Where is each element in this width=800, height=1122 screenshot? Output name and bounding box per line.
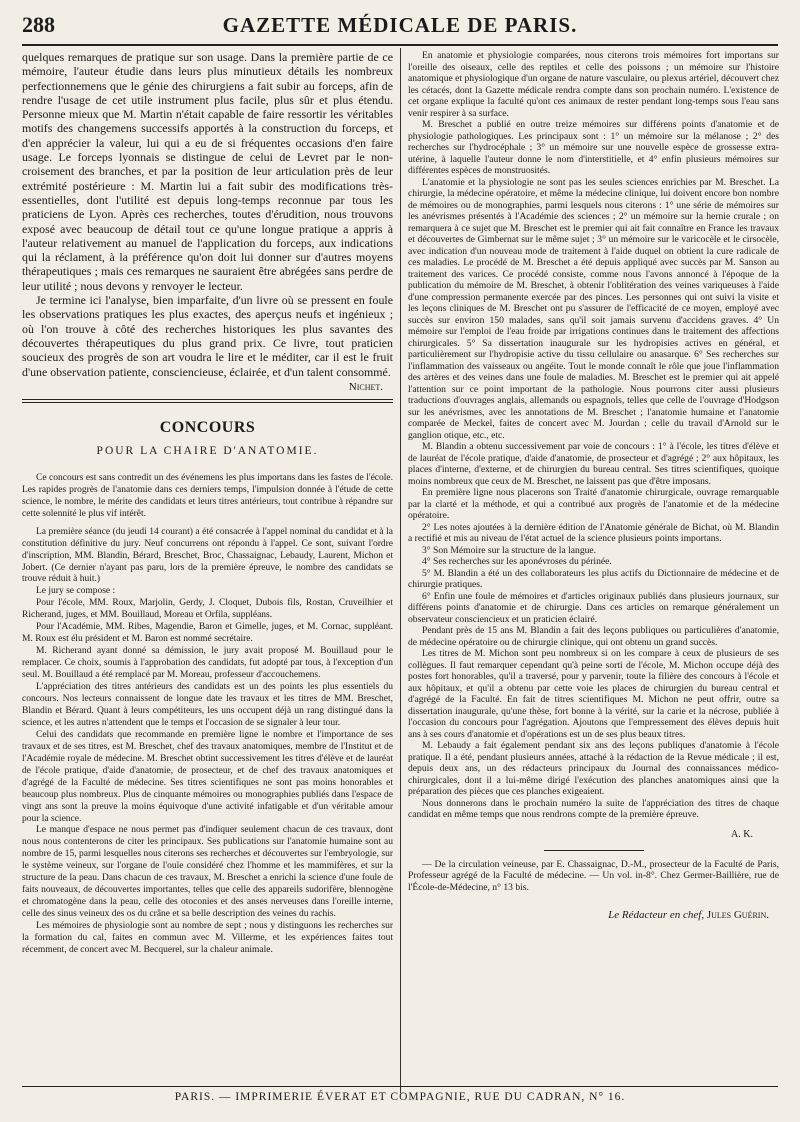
article-paragraph: Nous donnerons dans le prochain numéro la suite de l'appréciation des titres de chaque candidat en même temps que nous rendrons compte de la première épreuve.	[408, 797, 779, 820]
article-paragraph: Le jury se compose :	[36, 586, 116, 597]
article-paragraph: L'anatomie et la physiologie ne sont pas les seules sciences enrichies par M. Breschet. La chirurgie, la médecine opératoire, et même la médecine clinique, lui doivent encore bon nombre de mémoires ou de monographies, parmi lesquels nous citerons : 1° une série de mémoires sur les anévrismes présentés à l'Académie des sciences ; 2° un mémoire sur la hernie crurale ; on remarquera à ce sujet que M. Breschet est le premier qui ait fait connaître en France les travaux et découvertes de Gimbernat sur le même sujet ; 3° un mémoire sur le varicocèle et le cirsocèle, avec indication d'un nouveau mode de traitement à l'aide duquel on obtient la cure radicale de ces maladies. Le procédé de M. Breschet a été depuis appliqué avec succès par M. Sanson au traitement des varices. Ce procédé consiste, comme nous l'avons annoncé à l'époque de la publication du mémoire de M. Breschet, à obtenir l'oblitération des veines variqueuses à l'aide d'une compression permanente exercée par des pinces. Les personnes qui ont suivi la visite et les leçons cliniques de M. Breschet ont pu s'assurer de l'efficacité de ce moyen, employé avec succès sur environ 150 malades, sans qu'il soit jamais survenu d'accidens graves. 4° Un mémoire sur l'emploi de l'eau froide par irrigations continues dans le traitement des affections chirurgicales. 5° Sa dissertation inaugurale sur les hydropisies actives en général, et particulièrement sur l'hydropisie active du tissu cellulaire ou anasarque. 6° Ses recherches sur l'inflammation des vaisseaux ou angéite. Tout le monde connaît le rôle que joue l'inflammation des artères et des veines dans une foule de maladies. M. Breschet est le premier qui ait appelé l'attention sur ce point important de la pathologie. Nous pourrons citer aussi plusieurs traductions d'ouvrages anglais, allemands ou espagnols, telles que celle de l'ouvrage d'Hodgson sur les anévrismes, avec les annotations de M. Breschet ; l'anatomie humaine et l'anatomie comparée de Meckel, faites de concert avec M. Jourdan ; celle du travail d'Arnold sur le ganglion otique, etc., etc.	[408, 176, 779, 441]
article-paragraph: Pour l'Académie, MM. Ribes, Magendie, Baron et Gimelle, juges, et M. Cornac, suppléant. M. Roux est élu président et M. Baron est nommé secrétaire.	[22, 622, 393, 645]
printer-imprint: PARIS. — IMPRIMERIE ÉVERAT ET COMPAGNIE, RUE DU CADRAN, N° 16.	[174, 1091, 626, 1103]
author-initials: A. K.	[731, 828, 753, 840]
article-paragraph: En première ligne nous placerons son Traité d'anatomie chirurgicale, ouvrage remarquable par la clarté et la méthode, et qui a contribué aux progrès de l'anatomie et de la médecine opératoire.	[408, 487, 779, 521]
editor-label: Le Rédacteur en chef,	[608, 909, 705, 921]
article-paragraph: M. Breschet a publié en outre treize mémoires sur différens points d'anatomie et de physiologie pathologiques. Les principaux sont : 1° un mémoire sur la mélanose ; 2° des recherches sur l'hydrocéphale ; 3° un mémoire sur une nouvelle espèce de grossesse extra-utérine, à laquelle l'auteur donne le nom d'interstitielle, et 4° enfin plusieurs mémoires sur différentes espèces de monstruosités.	[408, 119, 779, 176]
section-subheading: POUR LA CHAIRE D'ANATOMIE.	[96, 444, 319, 457]
right-column	[408, 50, 779, 1090]
journal-title: GAZETTE MÉDICALE DE PARIS.	[222, 13, 578, 37]
article-paragraph: M. Blandin a obtenu successivement par voie de concours : 1° à l'école, les titres d'élève et de lauréat de l'école pratique, d'aide d'anatomie, de prosecteur et d'agrégé ; 2° aux hôpitaux, les places d'interne, d'externe, et de chirurgien du bureau central. Ses titres scientifiques, quoique moins nombreux que ceux de M. Breschet, ne laissent pas que d'être imposans.	[408, 441, 779, 487]
article-paragraph: 6° Enfin une foule de mémoires et d'articles originaux publiés dans plusieurs journaux, sur différens points d'anatomie et de chirurgie. Dans ces articles on remarque généralement un observateur consciencieux et un praticien éclairé.	[408, 590, 779, 625]
footer-rule	[22, 1086, 778, 1087]
review-paragraph: Je termine ici l'analyse, bien imparfaite, d'un livre où se pressent en foule les observations pratiques les plus exactes, des aperçus neufs et ingénieux ; où l'on trouve à côté des recherches historiques les plus savantes des découvertes thérapeutiques du plus grand prix. Ce livre, tout praticien soucieux des progrès de son art voudra le lire et le méditer, car il est le fruit d'une observation patiente, consciencieuse, éclairée, et d'un talent consommé.	[22, 293, 393, 379]
bibliography-note: — De la circulation veineuse, par E. Chassaignac, D.-M., prosecteur de la Faculté de Paris, Professeur agrégé de la Faculté de médecine. — Un vol. in-8°. Chez Germer-Baillière, rue de l'École-de-Médecine, n° 13 bis.	[408, 858, 779, 893]
left-column	[22, 50, 393, 1075]
article-paragraph: Pour l'école, MM. Roux, Marjolin, Gerdy, J. Cloquet, Dubois fils, Rostan, Cruveilhier et Richerand, juges, et MM. Bouillaud, Moreau et Orfila, suppléans.	[22, 598, 393, 621]
article-paragraph: 5° M. Blandin a été un des collaborateurs les plus actifs du Dictionnaire de médecine et de chirurgie pratiques.	[408, 567, 779, 590]
article-paragraph: L'appréciation des titres antérieurs des candidats est un des points les plus essentiels du concours. Nos lecteurs connaissent de longue date les travaux et les titres de MM. Breschet, Blandin et Bérard. Quant à leurs compétiteurs, les uns occupent déjà un rang distingué dans la science, et les autres n'attendent que le temps et l'occasion de se signaler à leur tour.	[22, 682, 393, 728]
review-paragraph: quelques remarques de pratique sur son usage. Dans la première partie de ce mémoire, l'auteur étudie dans leurs plus minutieux détails les nombreux perfectionnemens que le génie des chirurgiens a fait subir au forceps, afin de rendre l'usage de cet utile instrument plus facile, plus sûr et plus étendu. Personne mieux que M. Martin n'était capable de faire ressortir les véritables motifs des changemens successifs apportés à la construction du forceps, et d'en apprécier la valeur, lui qui a eu de si fréquentes occasions d'en faire usage. Le forceps lyonnais se distingue de celui de Levret par le non-croisement des branches, et par la position de leur articulation près de leur extrémité postérieure : M. Martin lui a fait subir des modifications très-essentielles, dont l'utilité est depuis long-temps reconnue par tous les praticiens de Lyon. Après ces recherches, toutes d'érudition, nous trouvons exposé avec beaucoup de détail tout ce qu'une longue pratique a appris à l'auteur relativement au manuel de l'application du forceps, aux indications qui la réclament, à la préférence qu'on doit lui donner sur d'autres moyens thérapeutiques ; mais ces remarques ne sauraient être abrégées sans perdre de leur utilité ; nous devons y renvoyer le lecteur.	[22, 50, 393, 293]
article-paragraph: Pendant près de 15 ans M. Blandin a fait des leçons publiques ou particulières d'anatomie, de médecine opératoire ou de chirurgie clinique, qui ont obtenu un grand succès.	[408, 625, 779, 648]
short-rule	[544, 850, 644, 851]
article-paragraph: En anatomie et physiologie comparées, nous citerons trois mémoires fort importans sur l'oreille des oiseaux, celle des reptiles et celle des poissons ; un mémoire sur l'histoire anatomique et physiologique d'un organe de nature vasculaire, ou plexus artériel, découvert chez les cétacés, dont la Gazette médicale rendra compte dans son prochain numéro. L'existence de cet organe explique la faculté qu'ont ces animaux de rester pendant long-temps sous l'eau sans venir respirer à sa surface.	[408, 50, 779, 119]
article-paragraph: La première séance (du jeudi 14 courant) a été consacrée à l'appel nominal du candidat et à la constitution définitive du jury. Neuf concurrens ont répondu à l'appel. Ce sont, suivant l'ordre d'inscription, MM. Blandin, Bérard, Breschet, Broc, Chassaignac, Lebaudy, Laurent, Michon et Jobert. (Ce dernier n'ayant pas paru, lors de la première épreuve, le nombre des candidats se trouve réduit à huit.)	[22, 526, 393, 585]
review-signature: Nichet.	[348, 380, 383, 393]
article-paragraph: Les titres de M. Michon sont peu nombreux si on les compare à ceux de plusieurs de ses collègues. Il faut remarquer cependant qu'à peine sorti de l'école, M. Michon occupe déjà des postes fort honorables, qu'il a traversé, pour y parvenir, toute la filière des concours à l'école et aux hôpitaux, et qu'il a obtenu par cette voie les places de chirurgien du bureau central et d'agrégé de la Faculté. En fait de titres scientifiques M. Michon ne peut offrir, outre sa dissertation inaugurale, qu'une thèse, fort bonne à la vérité, sur la carie et la nécrose, publiée à l'occasion du concours pour l'agrégation. Ajoutons que l'empressement des élèves depuis huit ans à ses cours d'anatomie et d'opérations est un de ses plus beaux titres.	[408, 648, 779, 740]
article-paragraph: 3° Son Mémoire sur la structure de la langue.	[422, 544, 597, 556]
page-number: 288	[22, 12, 55, 37]
column-divider	[400, 48, 401, 1093]
article-paragraph: Celui des candidats que recommande en première ligne le nombre et l'importance de ses travaux et de ses titres, est M. Breschet, chef des travaux anatomiques, membre de l'Institut et de l'Académie royale de médecine. M. Breschet obtint successivement les titres d'élève et de lauréat de l'école pratique, d'aide d'anatomie, de prosecteur, et de chef des travaux anatomiques et d'agrégé de la Faculté de médecine. Ses titres scientifiques ne sont pas moins honorables et beaucoup plus nombreux. Plus de cinquante mémoires ou monographies publiés dans l'espace de vingt ans sont la preuve la moins équivoque d'une activité infatigable et d'un véritable amour pour la science.	[22, 729, 393, 824]
article-paragraph: Les mémoires de physiologie sont au nombre de sept ; nous y distinguons les recherches sur la formation du cal, faites en commun avec M. Villerme, et les expériences faites tout récemment, de concert avec M. Becquerel, sur la chaleur animale.	[22, 921, 393, 955]
section-heading: CONCOURS	[159, 418, 256, 436]
page-header	[22, 10, 778, 44]
article-paragraph: 4° Ses recherches sur les aponévroses du périnée.	[422, 556, 612, 567]
header-rule	[22, 44, 778, 46]
editor-signature	[408, 909, 769, 921]
section-rule	[22, 399, 393, 400]
article-paragraph: Ce concours est sans contredit un des événemens les plus importans dans les fastes de l'école. Les rapides progrès de l'anatomie dans ces derniers temps, l'impulsion donnée à l'étude de cette science, le nombre, le mérite des candidats et leurs titres antérieurs, tout contribue à répandre sur cette solennité le plus vif intérêt.	[22, 472, 393, 519]
section-rule	[22, 402, 393, 403]
editor-name: Jules Guérin.	[706, 909, 769, 921]
article-paragraph: M. Lebaudy a fait également pendant six ans des leçons publiques d'anatomie à l'école pratique. Il a été, pendant plusieurs années, attaché à la rédaction de la Revue médicale ; il est, depuis deux ans, un des rédacteurs principaux du Journal des connaissances médico-chirurgicales, dont il a lui-même dirigé l'exécution des planches anatomiques ainsi que la préparation des pièces que ces planches exigeaient.	[408, 740, 779, 797]
article-paragraph: M. Richerand ayant donné sa démission, le jury avait proposé M. Bouillaud pour le remplacer. Ce choix, soumis à l'approbation des candidats, fut adopté par tous, à l'exception d'un seul. M. Bouillaud a été remplacé par M. Moreau, professeur d'accouchemens.	[22, 646, 393, 681]
article-paragraph: 2° Les notes ajoutées à la dernière édition de l'Anatomie générale de Bichat, où M. Blandin a rectifié et mis au niveau de l'état actuel de la science plusieurs points importans.	[408, 521, 779, 544]
article-paragraph: Le manque d'espace ne nous permet pas d'indiquer seulement chacun de ces travaux, dont nous nous contenterons de citer les principaux. Ses publications sur l'anatomie humaine sont au nombre de 15, parmi lesquelles nous citerons ses recherches et découvertes sur l'embryologie, sur le système veineux, sur l'organe de l'ouïe considéré chez l'homme et les mammifères, et sur la structure de la peau. Dans chacun de ces travaux, M. Breschet a enrichi la science d'une foule de faits nouveaux, de découvertes importantes, telles que celle des appareils sudorifère, blennogène et chromatogène dans la peau, celle des otoconies et des anses nerveuses dans l'oreille interne, celle des sinus veineux des os du crâne et sa belle description des veines du rachis.	[22, 825, 393, 920]
